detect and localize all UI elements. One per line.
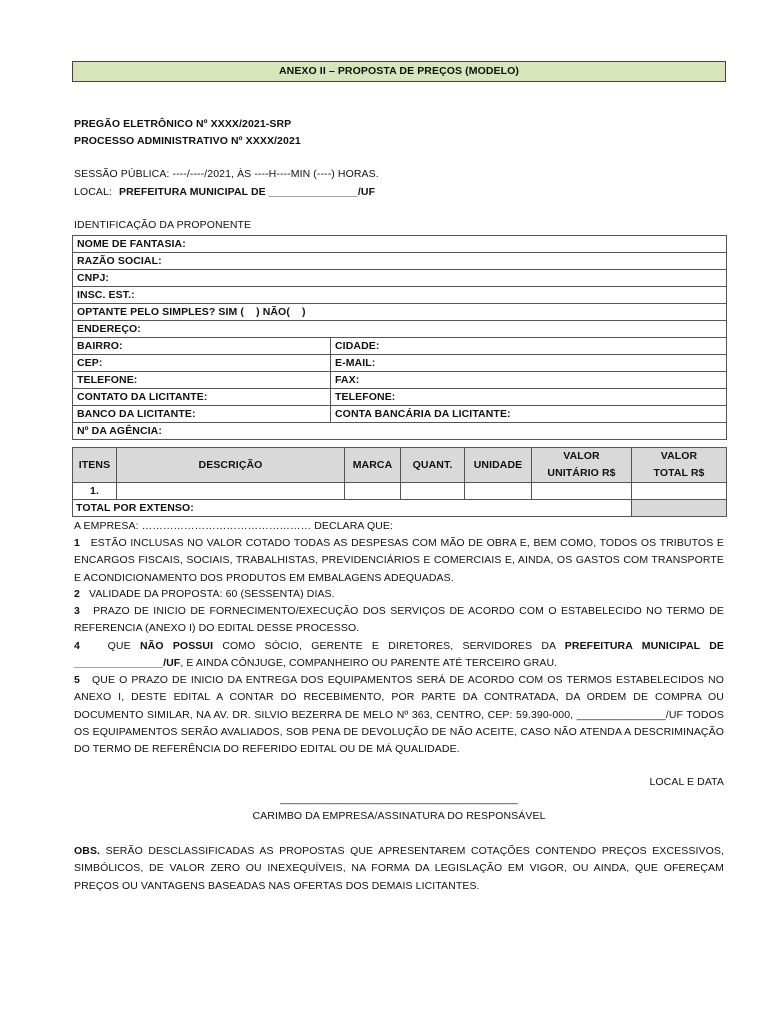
declaration-item-5: [74, 672, 724, 758]
col-descricao: DESCRIÇÃO: [117, 448, 345, 483]
item-2-text: VALIDADE DA PROPOSTA: 60 (SESSENTA) DIAS.: [89, 588, 335, 600]
table-row: [73, 483, 727, 500]
row-item-number: 1.: [73, 483, 117, 500]
total-extenso-row: [73, 500, 727, 517]
obs-text: SERÃO DESCLASSIFICADAS AS PROPOSTAS QUE APRESENTAREM COTAÇÕES CONTENDO PREÇOS EXCESSIVOS, SIMBÓLICOS, DE VALOR ZERO OU INEXEQUÍVEIS, NA FORMA DA LEGISLAÇÃO EM VIGOR, OU AINDA, QUE OFEREÇAM PREÇOS OU VANTAGENS BASEADAS NAS OFERTAS DOS DEMAIS LICITANTES.: [74, 845, 724, 892]
item-1-text: ESTÃO INCLUSAS NO VALOR COTADO TODAS AS DESPESAS COM MÃO DE OBRA E, BEM COMO, TODOS OS TRIBUTOS E ENCARGOS FISCAIS, SOCIAIS, TRABALHISTAS, PREVIDENCIÁRIOS E COMERCIAIS E, AINDA, OS GASTOS COM TRANSPORTE E ACONDICIONAMENTO DOS PRODUTOS EM EMBALAGENS ADEQUADAS.: [74, 537, 724, 584]
declaration-item-2: [74, 586, 724, 603]
item-4-prefeitura: PREFEITURA MUNICIPAL DE _______________/UF: [74, 640, 725, 670]
sessao-line: SESSÃO PÚBLICA: ----/----/2021, ÀS ----H----MIN (----) HORAS.: [74, 168, 379, 180]
field-cep[interactable]: CEP:: [73, 355, 331, 372]
empresa-declara: A EMPRESA: ………………………………………… DECLARA QUE:: [74, 520, 394, 532]
field-insc-est[interactable]: INSC. EST.:: [73, 287, 727, 304]
signature-line: ________________________________________: [280, 793, 518, 805]
item-3-text: PRAZO DE INICIO DE FORNECIMENTO/EXECUÇÃO DOS SERVIÇOS DE ACORDO COM O ESTABELECIDO NO TERMO DE REFERENCIA (ANEXO I) DO EDITAL DESSE PROCESSO.: [74, 605, 724, 635]
pregao-line: PREGÃO ELETRÔNICO Nº XXXX/2021-SRP: [74, 118, 292, 130]
ident-heading: IDENTIFICAÇÃO DA PROPONENTE: [74, 219, 252, 231]
item-5-text: QUE O PRAZO DE INICIO DA ENTREGA DOS EQUIPAMENTOS SERÁ DE ACORDO COM OS TERMOS ESTABELECIDOS NO ANEXO I, DESTE EDITAL A CONTAR DO RECEBIMENTO, POR PARTE DA CONTRATADA, DA ORDEM DE COMPRA OU DOCUMENTO SIMILAR, NA AV. DR. SILVIO BEZERRA DE MELO Nº 363, CENTRO, CEP: 59.390-000, _______________/UF TODOS OS EQUIPAMENTOS SERÃO AVALIADOS, SOB PENA DE DEVOLUÇÃO DE NÃO ACEITE, CASO NÃO ATENDA A DESCRIMINAÇÃO DO TERMO DE REFERÊNCIA DO REFERIDO EDITAL OU DE MÁ QUALIDADE.: [74, 674, 724, 756]
col-unidade: UNIDADE: [465, 448, 532, 483]
item-5-number: 5: [74, 674, 80, 686]
items-table: [72, 447, 727, 517]
page-title: ANEXO II – PROPOSTA DE PREÇOS (MODELO): [72, 61, 726, 82]
field-bairro[interactable]: BAIRRO:: [73, 338, 331, 355]
col-itens: ITENS: [73, 448, 117, 483]
cell-descricao[interactable]: [117, 483, 345, 500]
col-valor-total: [632, 448, 727, 483]
col-valor-total-line1: VALOR: [660, 450, 698, 462]
local-e-data: LOCAL E DATA: [649, 776, 724, 788]
obs-paragraph: [74, 843, 724, 895]
obs-label: OBS.: [74, 845, 101, 857]
item-4-nao-possui: NÃO POSSUI: [139, 640, 214, 652]
field-razao-social[interactable]: RAZÃO SOCIAL:: [73, 253, 727, 270]
local-value: PREFEITURA MUNICIPAL DE _______________/UF: [118, 186, 376, 198]
cell-quant[interactable]: [401, 483, 465, 500]
item-4-text-c: COMO SÓCIO, GERENTE E DIRETORES, SERVIDORES DA: [213, 640, 565, 652]
field-nome-fantasia[interactable]: NOME DE FANTASIA:: [73, 236, 727, 253]
item-4-text-a: QUE: [107, 640, 140, 652]
item-4-text-e: , E AINDA CÔNJUGE, COMPANHEIRO OU PARENTE ATÉ TERCEIRO GRAU.: [180, 657, 558, 670]
field-cidade[interactable]: CIDADE:: [331, 338, 727, 355]
total-extenso-label[interactable]: TOTAL POR EXTENSO:: [73, 500, 632, 517]
declaration-item-3: [74, 603, 724, 638]
declaration-item-4: [74, 638, 724, 673]
processo-line: PROCESSO ADMINISTRATIVO Nº XXXX/2021: [74, 135, 301, 147]
col-marca: MARCA: [345, 448, 401, 483]
items-header-row: [73, 448, 727, 483]
field-cnpj[interactable]: CNPJ:: [73, 270, 727, 287]
col-quant: QUANT.: [401, 448, 465, 483]
cell-valor-total[interactable]: [632, 483, 727, 500]
field-fax[interactable]: FAX:: [331, 372, 727, 389]
field-conta-bancaria[interactable]: CONTA BANCÁRIA DA LICITANTE:: [331, 406, 727, 423]
cell-unidade[interactable]: [465, 483, 532, 500]
field-optante-simples[interactable]: OPTANTE PELO SIMPLES? SIM ( ) NÃO( ): [73, 304, 727, 321]
field-telefone[interactable]: TELEFONE:: [73, 372, 331, 389]
item-1-number: 1: [74, 537, 80, 549]
field-endereco[interactable]: ENDEREÇO:: [73, 321, 727, 338]
cell-valor-unitario[interactable]: [532, 483, 632, 500]
cell-marca[interactable]: [345, 483, 401, 500]
col-valor-unitario: [532, 448, 632, 483]
declaration-item-1: [74, 535, 724, 587]
local-label: LOCAL:: [74, 186, 112, 198]
proponent-form-table: [72, 235, 727, 440]
carimbo-assinatura: CARIMBO DA EMPRESA/ASSINATURA DO RESPONSÁVEL: [252, 810, 546, 822]
col-valor-unitario-line2: UNITÁRIO R$: [547, 467, 616, 479]
local-line: [74, 186, 375, 198]
col-valor-unitario-line1: VALOR: [563, 450, 600, 462]
field-telefone-contato[interactable]: TELEFONE:: [331, 389, 727, 406]
total-extenso-value-cell: [632, 500, 727, 517]
field-email[interactable]: E-MAIL:: [331, 355, 727, 372]
field-agencia[interactable]: Nº DA AGÊNCIA:: [73, 423, 727, 440]
item-2-number: 2: [74, 588, 80, 600]
col-valor-total-line2: TOTAL R$: [653, 467, 705, 479]
item-4-number: 4: [74, 640, 80, 652]
field-contato[interactable]: CONTATO DA LICITANTE:: [73, 389, 331, 406]
field-banco[interactable]: BANCO DA LICITANTE:: [73, 406, 331, 423]
item-3-number: 3: [74, 605, 80, 617]
